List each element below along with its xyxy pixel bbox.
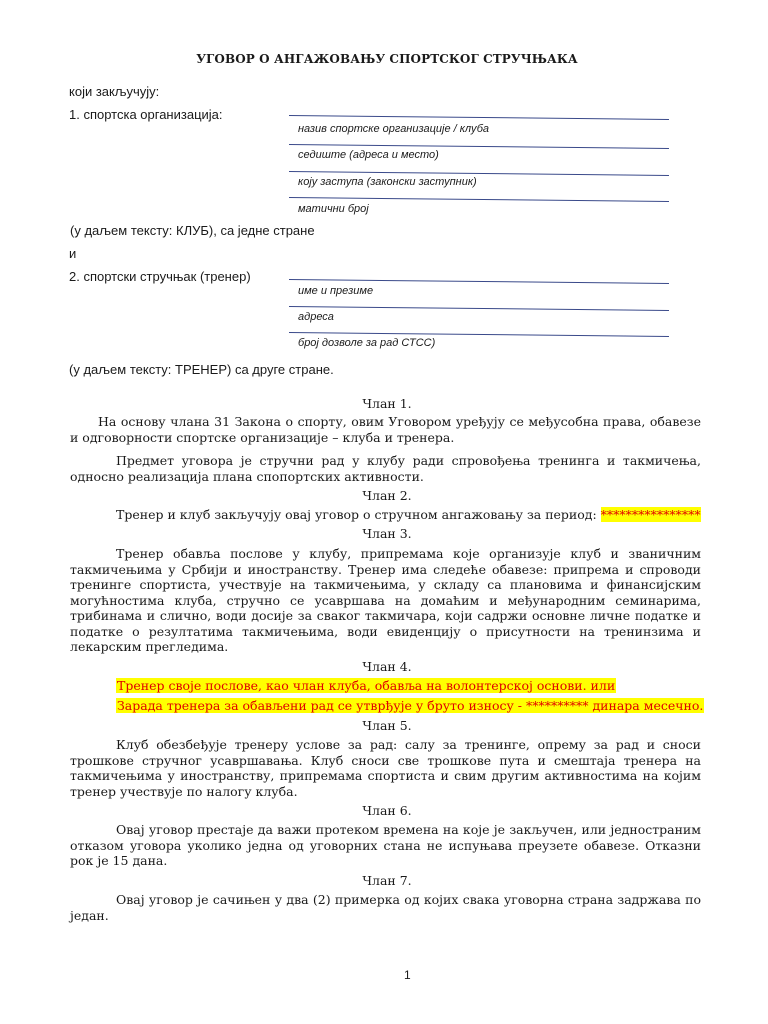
article-4-salary-option: Зарада тренера за обављени рад се утврђује у бруто износу - ********** динара месечно. bbox=[117, 698, 704, 713]
article-4-volunteer-option: Тренер своје послове, као члан клуба, обавља на волонтерској основи. или bbox=[117, 678, 616, 693]
article-6-title: Члан 6. bbox=[362, 803, 412, 818]
field-underline bbox=[289, 115, 669, 120]
article-3-paragraph: Тренер обавља послове у клубу, припремама које организује клуб и званичним такмичењима у Србији и иностранству. Тренер има следеће обавезе: припрема и спроводи тренинге спортиста, учествује на такмичењима, у складу са плановима и финансијским могућностима клуба, стручно се усавршава на домаћим и међународним семинарима, трибинама и слично, води досије за сваког такмичара, који садржи основне личне податке и податке о резултатима такмичењима, води евиденцију о присутности на тренинзима и лекарским прегледима. bbox=[70, 546, 701, 654]
article-2-title: Члан 2. bbox=[362, 488, 412, 503]
club-name-field-label: назив спортске организације / клуба bbox=[298, 123, 490, 135]
article-1-paragraph-1: На основу члана 31 Закона о спорту, овим Уговором уређују се међусобна права, обавезе и одговорности спортске организације – клуба и тренера. bbox=[70, 414, 701, 445]
field-underline bbox=[289, 279, 669, 284]
period-placeholder-highlight: **************** bbox=[600, 507, 701, 522]
document-title: УГОВОР О АНГАЖОВАЊУ СПОРТСКОГ СТРУЧЊАКА bbox=[196, 52, 578, 66]
field-underline bbox=[289, 306, 669, 311]
article-1-paragraph-2: Предмет уговора је стручни рад у клубу ради спровођења тренинга и такмичења, односно реализација плана спопортских активности. bbox=[70, 453, 701, 484]
article-4-title: Члан 4. bbox=[362, 659, 412, 674]
party1-suffix: (у даљем тексту: КЛУБ), са једне стране bbox=[70, 223, 315, 238]
conjunction-and: и bbox=[69, 246, 77, 261]
article-7-paragraph: Овај уговор је сачињен у два (2) примерка од којих свака уговорна страна задржава по један. bbox=[70, 892, 701, 923]
party2-suffix: (у даљем тексту: ТРЕНЕР) са друге стране. bbox=[69, 362, 334, 377]
club-seat-field-label: седиште (адреса и место) bbox=[298, 149, 439, 161]
article-1-title: Члан 1. bbox=[362, 396, 412, 411]
club-representative-field-label: коју заступа (законски заступник) bbox=[298, 176, 477, 188]
coach-address-field-label: адреса bbox=[298, 311, 334, 323]
article-3-title: Члан 3. bbox=[362, 526, 412, 541]
article-5-title: Члан 5. bbox=[362, 718, 412, 733]
party1-label: 1. спортска организација: bbox=[69, 107, 223, 122]
article-6-paragraph: Овај уговор престаје да важи протеком времена на које је закључен, или једностраним отказом уговора уколико једна од уговорних стана не испуњава преузете обавезе. Отказни рок је 15 дана. bbox=[70, 822, 701, 868]
field-underline bbox=[289, 197, 669, 202]
coach-license-field-label: број дозволе за рад СТСС) bbox=[298, 337, 436, 349]
coach-name-field-label: име и презиме bbox=[298, 285, 374, 297]
party2-label: 2. спортски стручњак (тренер) bbox=[69, 269, 251, 284]
club-registration-number-field-label: матични број bbox=[298, 203, 369, 215]
article-2-paragraph: Тренер и клуб закључују овај уговор о стручном ангажовању за период: **************** bbox=[116, 507, 701, 522]
article-7-title: Члан 7. bbox=[362, 873, 412, 888]
article-5-paragraph: Клуб обезбеђује тренеру услове за рад: салу за тренинге, опрему за рад и сноси трошкове стручног усавршавања. Клуб сноси све трошкове пута и смештаја тренера на такмичењима у иностранству, припремама спортиста и свим другим активностима на којим тренер учествује по налогу клуба. bbox=[70, 737, 701, 799]
page-number: 1 bbox=[404, 968, 411, 982]
intro-text: који закључују: bbox=[69, 84, 160, 99]
